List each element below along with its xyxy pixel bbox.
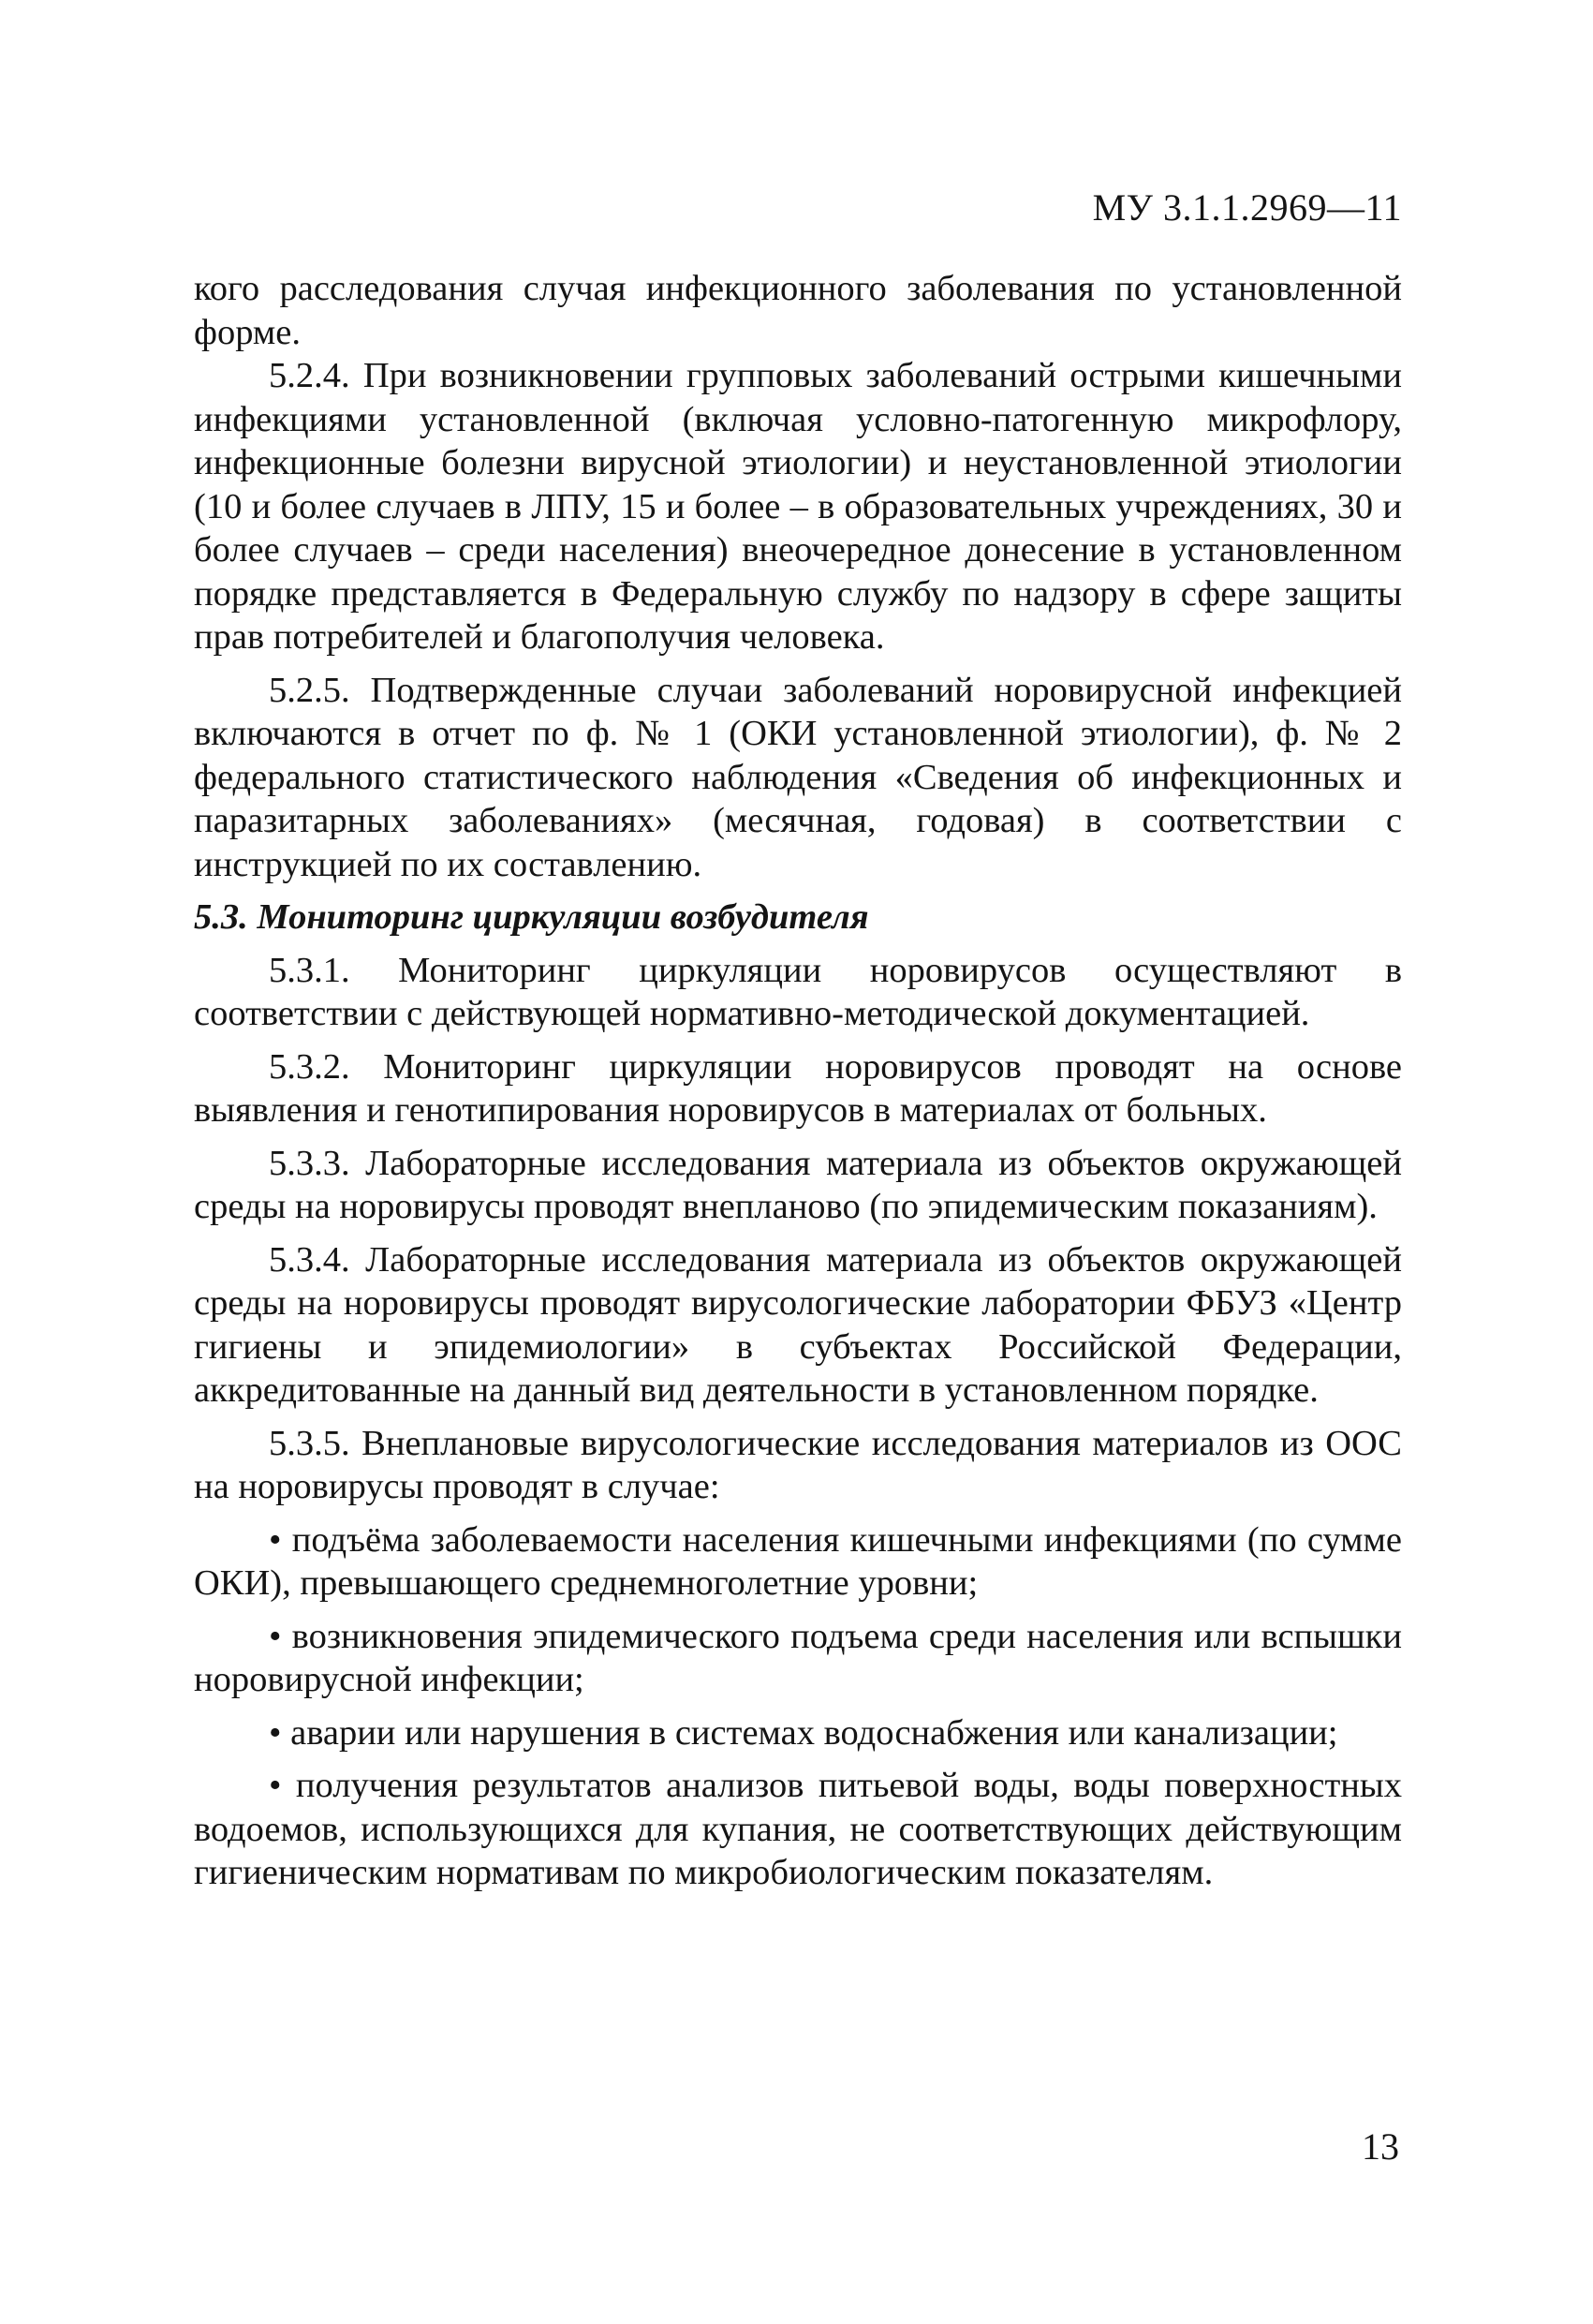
document-code: МУ 3.1.1.2969—11 [1092, 186, 1402, 229]
bullet-item: • подъёма заболеваемости населения кишечными инфекциями (по сумме ОКИ), превышающего среднемноголетние уровни; [194, 1519, 1402, 1603]
bullet-item: • аварии или нарушения в системах водоснабжения или канализации; [269, 1712, 1338, 1753]
paragraph-5-3-4: 5.3.4. Лабораторные исследования материала из объектов окружающей среды на норовирусы проводят вирусологические лаборатории ФБУЗ «Центр гигиены и эпидемиологии» в субъектах Российской Федерации, аккредитованные на данный вид деятельности в установленном порядке. [194, 1239, 1402, 1410]
paragraph-5-3-3: 5.3.3. Лабораторные исследования материала из объектов окружающей среды на норовирусы проводят внепланово (по эпидемическим показаниям). [194, 1143, 1402, 1226]
paragraph-5-3-2: 5.3.2. Мониторинг циркуляции норовирусов проводят на основе выявления и генотипирования норовирусов в материалах от больных. [194, 1046, 1402, 1130]
paragraph-5-3-5: 5.3.5. Внеплановые вирусологические исследования материалов из ООС на норовирусы проводят в случае: [194, 1423, 1402, 1506]
paragraph-5-2-4: 5.2.4. При возникновении групповых заболеваний острыми кишечными инфекциями установленной (включая условно-патогенную микрофлору, инфекционные болезни вирусной этиологии) и неустановленной этиологии (10 и более случаев в ЛПУ, 15 и более – в образовательных учреждениях, 30 и более случаев – среди населения) внеочередное донесение в установленном порядке представляется в Федеральную службу по надзору в сфере защиты прав потребителей и благополучия человека. [194, 356, 1402, 657]
paragraph-5-2-5: 5.2.5. Подтвержденные случаи заболеваний норовирусной инфекцией включаются в отчет по ф. № 1 (ОКИ установленной этиологии), ф. № 2 федерального статистического наблюдения «Сведения об инфекционных и паразитарных заболеваниях» (месячная, годовая) в соответствии с инструкцией по их составлению. [194, 670, 1402, 884]
bullet-item: • получения результатов анализов питьевой воды, воды поверхностных водоемов, использующихся для купания, не соответствующих действующим гигиеническим нормативам по микробиологическим показателям. [194, 1766, 1402, 1892]
paragraph-5-3-1: 5.3.1. Мониторинг циркуляции норовирусов осуществляют в соответствии с действующей нормативно-методической документацией. [194, 950, 1402, 1033]
paragraph-intro-continuation: кого расследования случая инфекционного заболевания по установленной форме. [194, 269, 1402, 352]
body-text [194, 267, 1402, 1895]
section-title-5-3: 5.3. Мониторинг циркуляции возбудителя [194, 897, 869, 937]
bullet-item: • возникновения эпидемического подъема среди населения или вспышки норовирусной инфекции; [194, 1616, 1402, 1699]
page-number: 13 [1362, 2125, 1399, 2168]
